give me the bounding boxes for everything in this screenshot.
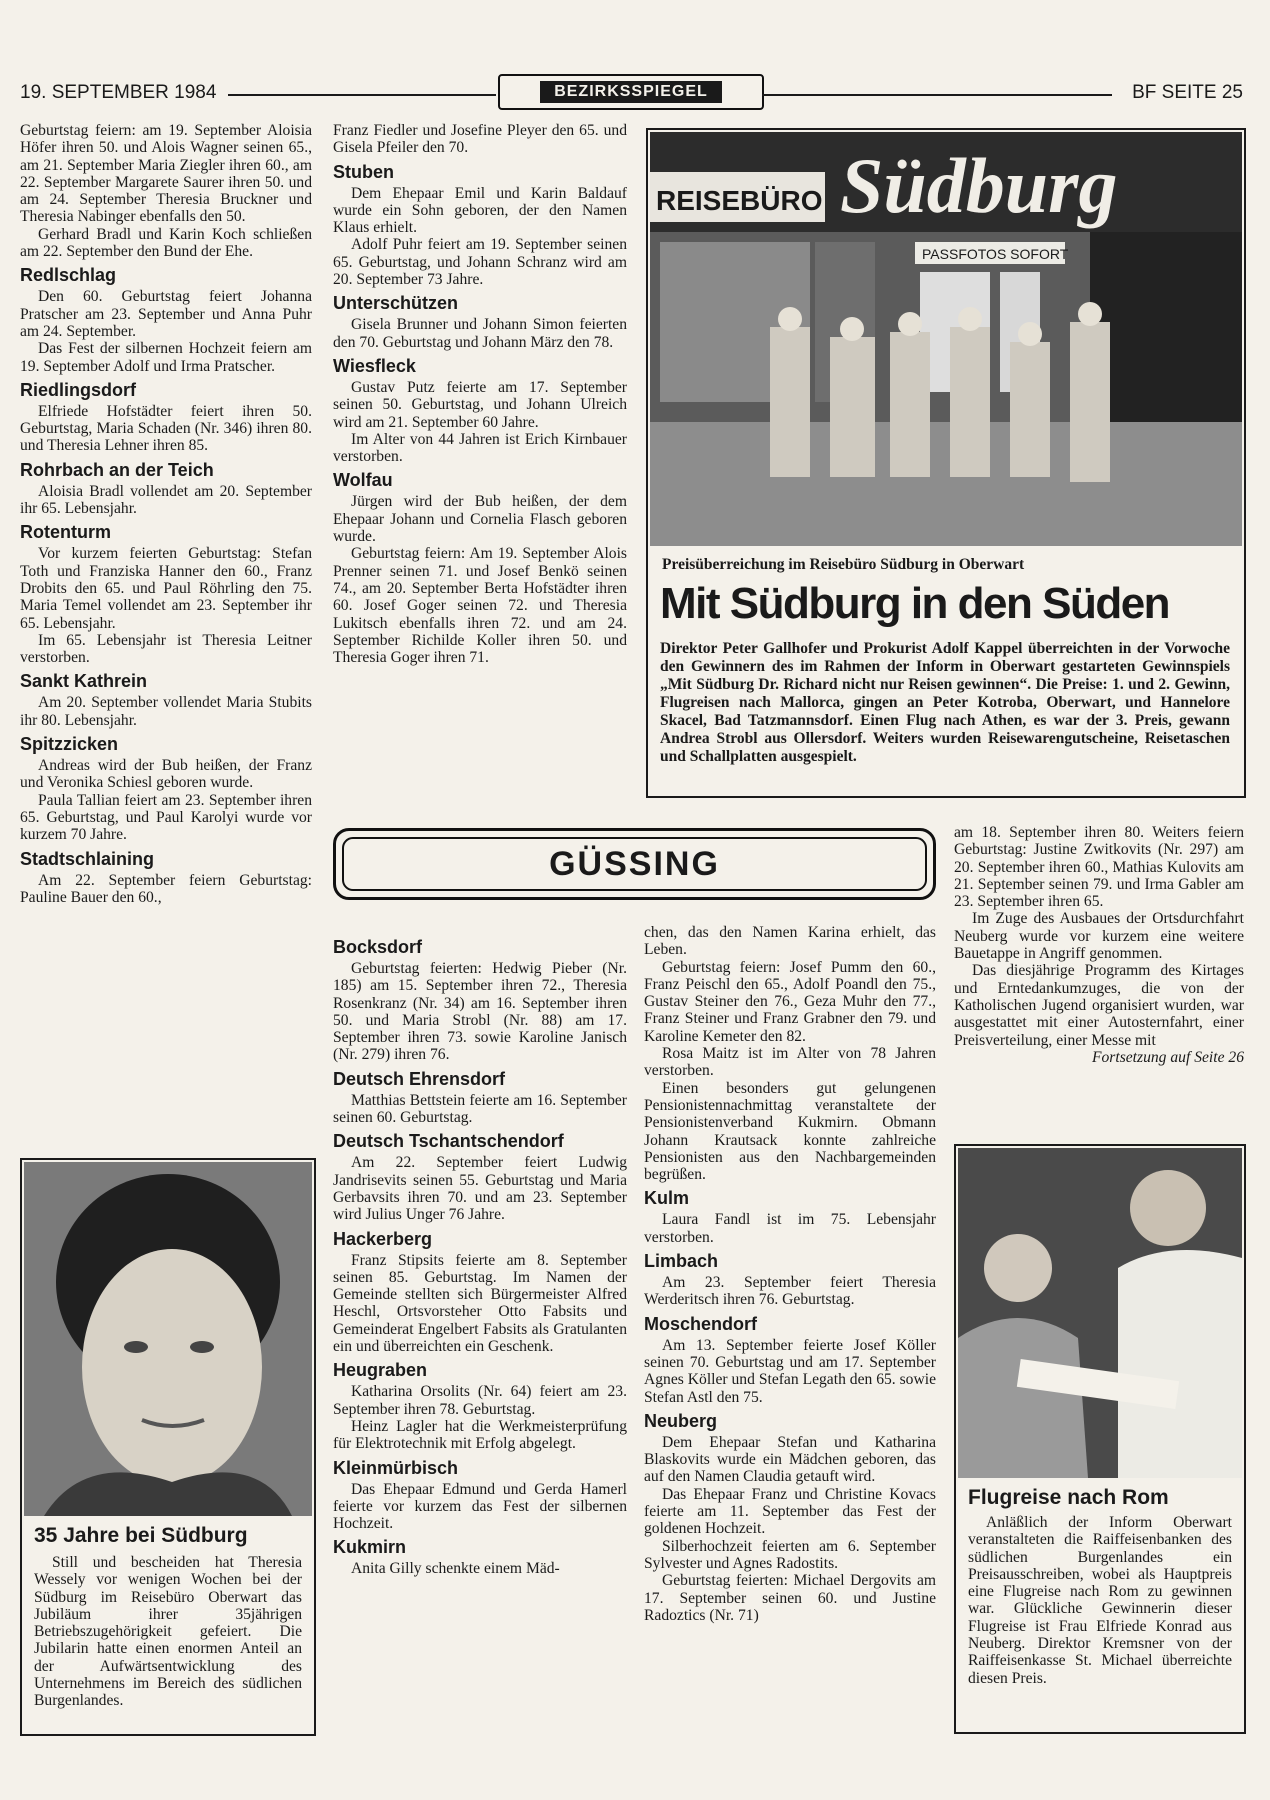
article-paragraph: Vor kurzem feierten Geburtstag: Stefan Toth und Franziska Hanner den 60., Franz Drobits den 65. und Paul Röhrling den 75. Maria Temel vollendet am 23. September ihr 65. Lebensjahr. xyxy=(20,545,312,632)
article-paragraph: Den 60. Geburtstag feiert Johanna Pratscher am 23. September und Anna Puhr am 24. September. xyxy=(20,288,312,340)
article-paragraph: Geburtstag feiern: am 19. September Aloisia Höfer ihren 50. und Alois Wagner seinen 65., am 21. September Maria Ziegler ihren 60., am 22. September Margarete Saurer ihren 50. und am 24. September Theresia Bruckner und Theresia Nabinger ebenfalls den 50. xyxy=(20,122,312,226)
article-paragraph: Matthias Bettstein feierte am 16. September seinen 60. Geburtstag. xyxy=(333,1091,627,1127)
article-paragraph: Im Zuge des Ausbaues der Ortsdurchfahrt Neuberg wurde vor kurzem eine weitere Bauetappe in Angriff genommen. xyxy=(954,910,1244,963)
flight-paragraph: Anläßlich der Inform Oberwart veranstalteten die Raiffeisenbanken des südlichen Burgenlandes ein Preisausschreiben, wobei als Hauptpreis eine Flugreise nach Rom zu gewinnen war. Glückliche Gewinnerin dieser Flugreise ist Frau Elfriede Konrad aus Neuberg. Direktor Kremsner von der Raiffeisenkasse St. Michael überreichte diesen Preis. xyxy=(968,1514,1232,1687)
article-paragraph: Gerhard Bradl und Karin Koch schließen am 22. September den Bund der Ehe. xyxy=(20,225,312,261)
article-paragraph: Aloisia Bradl vollendet am 20. September ihr 65. Lebensjahr. xyxy=(20,482,312,518)
sign-reisebuero: REISEBÜRO xyxy=(656,185,823,216)
article-paragraph: Geburtstag feierten: Hedwig Pieber (Nr. 185) am 15. September ihren 72., Theresia Rosenkranz (Nr. 34) am 16. September ihren 50. und Maria Strobl (Nr. 88) am 17. September ihren 73. sowie Karoline Janisch (Nr. 279) ihren 76. xyxy=(333,960,627,1064)
section-heading: Kleinmürbisch xyxy=(333,1457,459,1478)
article-paragraph: Paula Tallian feiert am 23. September ihren 65. Geburtstag, und Paul Karolyi wurde vor kurzem 70 Jahre. xyxy=(20,791,312,844)
article-paragraph: Silberhochzeit feierten am 6. September Sylvester und Agnes Radostits. xyxy=(644,1537,936,1572)
section-heading: Limbach xyxy=(644,1251,719,1272)
section-heading: Bocksdorf xyxy=(333,937,423,957)
article-paragraph: Am 23. September feiert Theresia Werderitsch ihren 76. Geburtstag. xyxy=(644,1274,936,1309)
article-paragraph: Gisela Brunner und Johann Simon feierten den 70. Geburtstag und Johann März den 78. xyxy=(333,316,627,351)
section-heading: Neuberg xyxy=(644,1410,718,1431)
guessing-banner xyxy=(333,828,936,900)
flight-text xyxy=(968,1514,1232,1687)
guessing-column-b xyxy=(644,924,936,1624)
flight-photo xyxy=(958,1148,1242,1478)
section-heading: Deutsch Ehrensdorf xyxy=(333,1068,506,1089)
article-paragraph: Franz Stipsits feierte am 8. September seinen 85. Geburtstag. Im Namen der Gemeinde stellten sich Bürgermeister Alfred Heschl, Ortsvorsteher Otto Fabsits und Gemeinderat Engelbert Fabsits als Gratulanten ein und überreichten ein Geschenk. xyxy=(333,1251,627,1356)
jubilee-title: 35 Jahre bei Südburg xyxy=(34,1524,248,1547)
section-heading: Wolfau xyxy=(333,470,393,491)
article-paragraph: Elfriede Hofstädter feiert ihren 50. Geburtstag, Maria Schaden (Nr. 346) ihren 80. und Theresia Lehner ihren 85. xyxy=(20,402,312,455)
sign-suedburg: Südburg xyxy=(840,142,1118,229)
section-heading: Deutsch Tschantschendorf xyxy=(333,1131,564,1152)
article-paragraph: Franz Fiedler und Josefine Pleyer den 65. und Gisela Pfeiler den 70. xyxy=(333,122,627,157)
section-heading: Spitzzicken xyxy=(20,734,119,755)
section-title: BEZIRKSSPIEGEL xyxy=(540,81,722,103)
section-heading: Sankt Kathrein xyxy=(20,671,148,692)
continuation-note: Fortsetzung auf Seite 26 xyxy=(1091,1048,1244,1066)
article-paragraph: Gustav Putz feierte am 17. September seinen 50. Geburtstag, und Johann Ulreich wird am 21. September 60 Jahre. xyxy=(333,378,627,431)
guessing-title: GÜSSING xyxy=(549,844,720,883)
jubilee-box xyxy=(20,1158,316,1736)
section-heading: Moschendorf xyxy=(644,1313,758,1334)
article-paragraph: Jürgen wird der Bub heißen, der dem Ehepaar Johann und Cornelia Flasch geboren wurde. xyxy=(333,493,627,546)
section-heading: Stuben xyxy=(333,161,394,182)
feature-box xyxy=(646,128,1246,798)
article-paragraph: Am 22. September feiern Geburtstag: Pauline Bauer den 60., xyxy=(20,871,312,906)
article-paragraph: Im Alter von 44 Jahren ist Erich Kirnbauer verstorben. xyxy=(333,430,627,466)
article-paragraph: Dem Ehepaar Emil und Karin Baldauf wurde ein Sohn geboren, der den Namen Klaus erhielt. xyxy=(333,184,627,237)
jubilee-portrait xyxy=(24,1162,312,1516)
issue-date: 19. SEPTEMBER 1984 xyxy=(20,82,217,103)
section-heading: Riedlingsdorf xyxy=(20,379,136,400)
article-paragraph: Das Ehepaar Franz und Christine Kovacs feierte am 11. September das Fest der goldenen Hochzeit. xyxy=(644,1485,936,1538)
article-paragraph: Dem Ehepaar Stefan und Katharina Blaskovits wurde ein Mädchen geboren, das auf den Namen Claudia getauft wird. xyxy=(644,1433,936,1486)
article-paragraph: Geburtstag feiern: Am 19. September Alois Prenner seinen 71. und Josef Benkö seinen 74., am 20. September Berta Hofstädter ihren 60. Josef Goger seinen 72. und Theresia Lukitsch ebenfalls ihren 72. und am 24. September Richilde Koller ihren 50. und Theresia Goger ihren 71. xyxy=(333,545,627,667)
sign-passfotos: PASSFOTOS SOFORT xyxy=(922,246,1069,262)
section-heading: Heugraben xyxy=(333,1360,428,1381)
guessing-column-a xyxy=(333,932,627,1578)
article-paragraph: Im 65. Lebensjahr ist Theresia Leitner verstorben. xyxy=(20,631,312,667)
article-paragraph: Das Fest der silbernen Hochzeit feiern am 19. September Adolf und Irma Pratscher. xyxy=(20,340,312,375)
article-paragraph: Laura Fandl ist im 75. Lebensjahr verstorben. xyxy=(644,1211,936,1246)
jubilee-paragraph: Still und bescheiden hat Theresia Wessely vor wenigen Wochen bei der Südburg im Reisebüro Oberwart das Jubiläum ihrer 35jährigen Betriebszugehörigkeit gefeiert. Die Jubilarin hatte einen enormen Anteil an der Aufwärtsentwicklung des Unternehmens im Bereich des südlichen Burgenlandes. xyxy=(34,1554,302,1710)
jubilee-text xyxy=(34,1554,302,1710)
article-paragraph: Anita Gilly schenkte einem Mäd- xyxy=(351,1560,560,1578)
section-heading: Unterschützen xyxy=(333,293,459,314)
guessing-column-c xyxy=(954,824,1244,1066)
column-2 xyxy=(333,122,627,666)
article-paragraph: Andreas wird der Bub heißen, der Franz und Veronika Schiesl geboren wurde. xyxy=(20,757,312,792)
section-heading: Wiesfleck xyxy=(333,355,416,376)
award-image xyxy=(958,1148,1242,1478)
article-paragraph: Am 20. September vollendet Maria Stubits ihr 80. Lebensjahr. xyxy=(20,694,312,729)
page-number: BF SEITE 25 xyxy=(1132,82,1243,103)
section-heading: Redlschlag xyxy=(20,265,117,286)
portrait-image xyxy=(24,1162,312,1516)
article-paragraph: Einen besonders gut gelungenen Pensionistennachmittag veranstaltete der Pensionistenverband Kukmirn. Obmann Johann Krautsack konnte zahlreiche Pensionisten aus den Nachbargemeinden begrüßen. xyxy=(644,1079,936,1184)
article-paragraph: Am 13. September feierte Josef Köller seinen 70. Geburtstag und am 17. September Agnes Köller und Stefan Legath den 65. sowie Stefan Astl den 75. xyxy=(644,1336,936,1406)
article-paragraph: Adolf Puhr feiert am 19. September seinen 65. Geburtstag, und Johann Schranz wird am 20. September 73 Jahre. xyxy=(333,236,627,289)
article-paragraph: Geburtstag feierten: Michael Dergovits am 17. September seinen 60. und Justine Radoztics (Nr. 71) xyxy=(644,1572,936,1624)
article-paragraph: Am 22. September feiert Ludwig Jandrisevits seinen 55. Geburtstag und Maria Gerbavsits ihren 70. und am 23. September wird Julius Unger 76 Jahre. xyxy=(333,1154,627,1224)
flight-title: Flugreise nach Rom xyxy=(968,1486,1169,1509)
article-paragraph: Das Ehepaar Edmund und Gerda Hamerl feierte vor kurzem das Fest der silbernen Hochzeit. xyxy=(333,1480,627,1533)
section-heading: Rotenturm xyxy=(20,522,111,543)
header-rule-right xyxy=(762,94,1112,96)
column-1 xyxy=(20,122,312,906)
article-paragraph: Katharina Orsolits (Nr. 64) feiert am 23. September ihren 78. Geburtstag. xyxy=(333,1383,627,1418)
guessing-banner-inner xyxy=(342,837,927,891)
storefront-photo xyxy=(650,132,1242,546)
article-paragraph: Heinz Lagler hat die Werkmeisterprüfung für Elektrotechnik mit Erfolg abgelegt. xyxy=(333,1417,627,1453)
article-paragraph: am 18. September ihren 80. Weiters feiern Geburtstag: Justine Zwitkovits (Nr. 297) am 20. September ihren 60., Mathias Kulovits am 21. September seinen 79. und Irma Gabler am 23. September ihren 65. xyxy=(954,824,1244,911)
photo-caption: Preisüberreichung im Reisebüro Südburg in Oberwart xyxy=(662,556,1025,573)
section-heading: Stadtschlaining xyxy=(20,848,155,869)
section-heading: Kulm xyxy=(644,1188,689,1209)
flight-box xyxy=(954,1144,1246,1734)
section-badge xyxy=(498,74,764,110)
article-paragraph: chen, das den Namen Karina erhielt, das Leben. xyxy=(644,924,936,959)
section-heading: Hackerberg xyxy=(333,1228,433,1249)
header-rule-left xyxy=(228,94,496,96)
article-paragraph: Das diesjährige Programm des Kirtages und Erntedankumzuges, die von der Katholischen Jugend organisiert wurden, war ausgestattet mit einer Autosternfahrt, einer Preisverteilung, einer Messe mit xyxy=(954,962,1244,1049)
section-heading: Rohrbach an der Teich xyxy=(20,459,214,480)
storefront-image xyxy=(650,132,1242,546)
article-paragraph: Geburtstag feiern: Josef Pumm den 60., Franz Peischl den 65., Adolf Poandl den 75., Gustav Steiner den 76., Geza Muhr den 77., Franz Steiner und Franz Grabner den 79. und Karoline Kemeter den 82. xyxy=(644,958,936,1045)
article-paragraph: Rosa Maitz ist im Alter von 78 Jahren verstorben. xyxy=(644,1045,936,1080)
feature-headline: Mit Südburg in den Süden xyxy=(660,579,1170,628)
section-heading: Kukmirn xyxy=(333,1537,407,1558)
feature-body: Direktor Peter Gallhofer und Prokurist Adolf Kappel überreichten in der Vorwoche den Gewinnern des im Rahmen der Inform in Oberwart gestarteten Gewinnspiels „Mit Südburg Dr. Richard nicht nur Reisen gewinnen“. Die Preise: 1. und 2. Gewinn, Flugreisen nach Mallorca, gingen an Peter Kotroba, Oberwart, und Hannelore Skacel, Bad Tatzmannsdorf. Einen Flug nach Athen, es war der 3. Preis, gewann Andrea Strobl aus Ollersdorf. Weiters wurden Reisewarengutscheine, Reisetaschen und Schallplatten ausgespielt. xyxy=(660,640,1230,765)
